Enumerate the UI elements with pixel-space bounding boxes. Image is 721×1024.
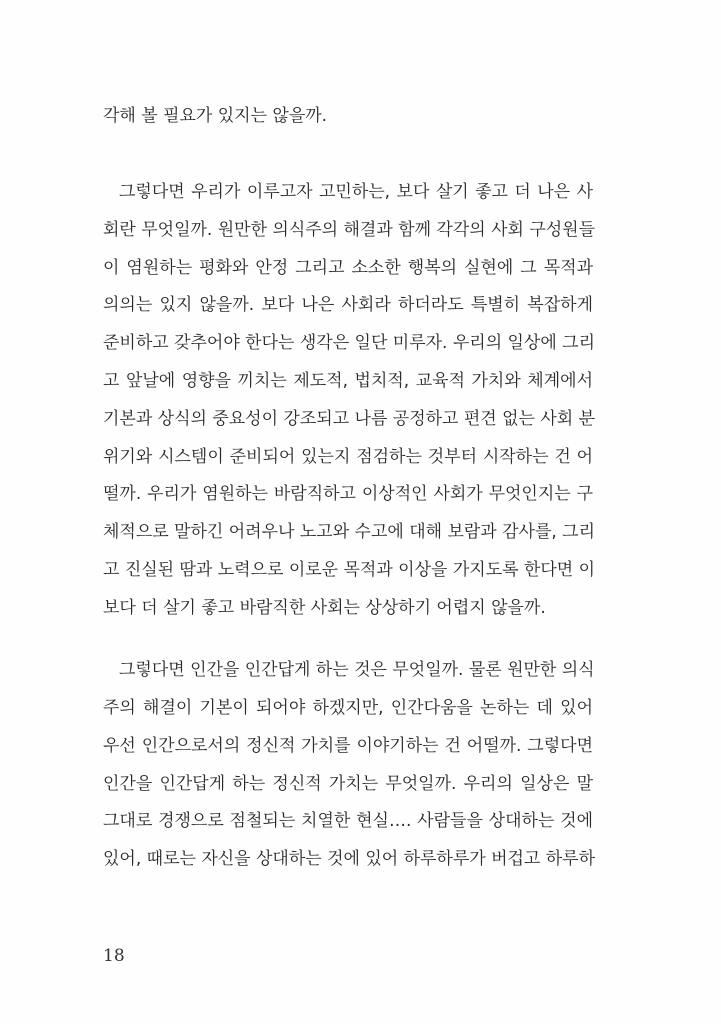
paragraph-3-line-2: 주의 해결이 기본이 되어야 하겠지만, 인간다움을 논하는 데 있어 bbox=[103, 698, 593, 718]
paragraph-2-line-3: 이 염원하는 평화와 안정 그리고 소소한 행복의 실현에 그 목적과 bbox=[103, 258, 593, 278]
paragraph-3-line-6: 있어, 때로는 자신을 상대하는 것에 있어 하루하루가 버겁고 하루하 bbox=[103, 849, 596, 869]
page-number: 18 bbox=[103, 946, 125, 966]
paragraph-2-line-11: 고 진실된 땀과 노력으로 이로운 목적과 이상을 가지도록 한다면 이 bbox=[103, 560, 596, 580]
paragraph-2-line-10: 체적으로 말하긴 어려우나 노고와 수고에 대해 보람과 감사를, 그리 bbox=[103, 522, 596, 542]
paragraph-2-line-6: 고 앞날에 영향을 끼치는 제도적, 법치적, 교육적 가치와 체계에서 bbox=[103, 371, 593, 391]
paragraph-2-line-7: 기본과 상식의 중요성이 강조되고 나름 공정하고 편견 없는 사회 분 bbox=[103, 409, 596, 429]
paragraph-3-line-4: 인간을 인간답게 하는 정신적 가치는 무엇일까. 우리의 일상은 말 bbox=[103, 774, 593, 794]
paragraph-2-line-12: 보다 더 살기 좋고 바람직한 사회는 상상하기 어렵지 않을까. bbox=[103, 598, 546, 618]
paragraph-2-line-5: 준비하고 갖추어야 한다는 생각은 일단 미루자. 우리의 일상에 그리 bbox=[103, 333, 596, 353]
paragraph-2-line-1: 그렇다면 우리가 이루고자 고민하는, 보다 살기 좋고 더 나은 사 bbox=[119, 182, 593, 202]
paragraph-2-line-4: 의의는 있지 않을까. 보다 나은 사회라 하더라도 특별히 복잡하게 bbox=[103, 295, 593, 315]
paragraph-3-line-1: 그렇다면 인간을 인간답게 하는 것은 무엇일까. 물론 원만한 의식 bbox=[119, 660, 595, 680]
paragraph-2-line-2: 회란 무엇일까. 원만한 의식주의 해결과 함께 각각의 사회 구성원들 bbox=[103, 220, 596, 240]
paragraph-3-line-5: 그대로 경쟁으로 점철되는 치열한 현실…. 사람들을 상대하는 것에 bbox=[103, 811, 593, 831]
paragraph-2-line-8: 위기와 시스템이 준비되어 있는지 점검하는 것부터 시작하는 건 어 bbox=[103, 447, 593, 467]
paragraph-3-line-3: 우선 인간으로서의 정신적 가치를 이야기하는 건 어떨까. 그렇다면 bbox=[103, 736, 593, 756]
paragraph-2-line-9: 떨까. 우리가 염원하는 바람직하고 이상적인 사회가 무엇인지는 구 bbox=[103, 484, 593, 504]
paragraph-1-line-1: 각해 볼 필요가 있지는 않을까. bbox=[103, 106, 328, 126]
